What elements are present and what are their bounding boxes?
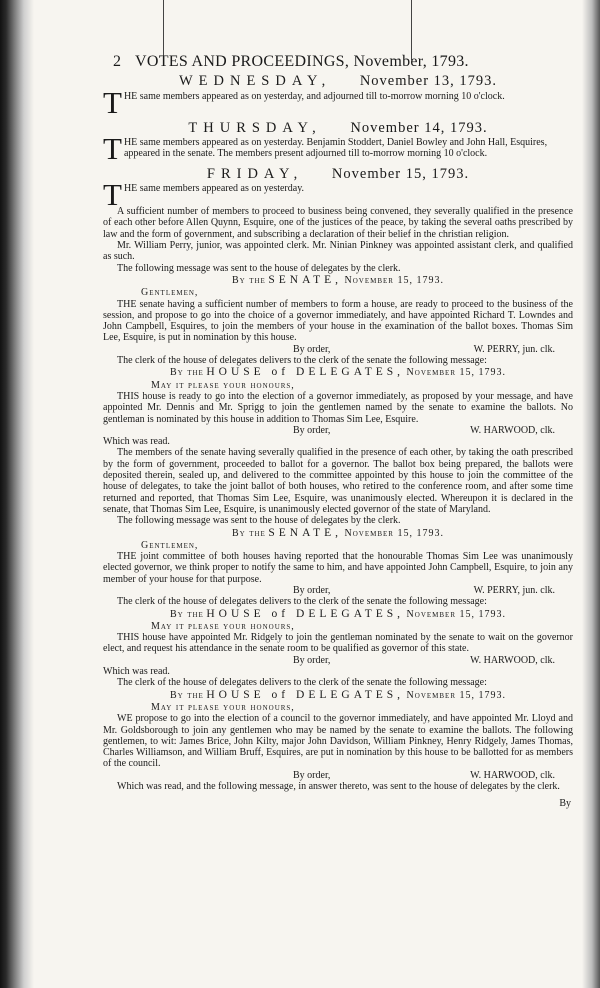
entry-wednesday: [103, 91, 573, 114]
binding-mark: [411, 0, 412, 60]
entry-text: HE same members appeared as on yesterday.: [123, 183, 305, 195]
day-date: November 14, 1793.: [350, 119, 488, 136]
clerk-signature: W. HARWOOD, clk.: [470, 424, 555, 436]
signature-line: [293, 655, 573, 666]
message-body: THE senate having a sufficient number of members to form a house, are ready to proceed to the business of the session, and propose to go into the choice of a governor immediately, and have appointed Richard T. Lowndes and John Campbell, Esquires, to join the members of your house in the examination of the ballot boxes. Thomas Sim Lee, Esquire, is put in nomination by this house.: [103, 298, 573, 344]
message-header-date: November 15, 1793.: [406, 608, 506, 620]
paragraph: The clerk of the house of delegates delivers to the clerk of the senate the following message:: [117, 596, 487, 608]
binding-mark: [163, 0, 164, 60]
day-name: FRIDAY,: [206, 165, 304, 182]
by-order: By order,: [293, 584, 331, 596]
message-header-date: November 15, 1793.: [344, 527, 444, 539]
message-header-prefix: By the: [170, 367, 204, 379]
running-title: VOTES AND PROCEEDINGS, November, 1793.: [135, 53, 469, 70]
running-header: [113, 53, 573, 70]
message-header-house: HOUSE of DELEGATES,: [206, 607, 405, 620]
drop-cap: T: [103, 183, 122, 207]
day-heading-friday: [103, 165, 573, 182]
page-edge-shadow-right: [582, 0, 600, 988]
paragraph: Which was read, and the following message, in answer thereto, was sent to the house of delegates by the clerk.: [117, 781, 560, 793]
day-heading-thursday: [103, 119, 573, 136]
salutation: Gentlemen,: [141, 539, 199, 551]
by-order: By order,: [293, 343, 331, 355]
signature-line: [293, 585, 573, 596]
day-name: THURSDAY,: [188, 119, 322, 136]
message-body: WE propose to go into the election of a council to the governor immediately, and have appointed Mr. Lloyd and Mr. Goldsborough to join any gentlemen who may be named by the senate to examine the ballots. The following gentlemen, to wit: James Brice, John Kilty, major John Davidson, William Pinkney, Henry Ridgely, James Thomas, Charles Williamson, and William Bruff, Esquires, are put in nomination by this house to be ballotted for as members of the council.: [103, 713, 573, 770]
paragraph: The clerk of the house of delegates delivers to the clerk of the senate the following message:: [117, 677, 487, 689]
message-header-date: November 15, 1793.: [406, 689, 506, 701]
message-header-house: SENATE,: [268, 526, 343, 539]
paragraph: The following message was sent to the house of delegates by the clerk.: [117, 262, 401, 274]
day-name: WEDNESDAY,: [178, 73, 332, 90]
salutation: May it please your honours,: [151, 620, 295, 632]
clerk-signature: W. HARWOOD, clk.: [470, 769, 555, 781]
drop-cap: T: [103, 90, 122, 114]
message-header-prefix: By the: [232, 527, 266, 539]
entry-text: HE same members appeared as on yesterday. Benjamin Stoddert, Daniel Bowley and John Hall, Esquires, appeared in the senate. The members present adjourned till to-morrow morning 10 o'clock.: [123, 136, 548, 160]
clerk-signature: W. PERRY, jun. clk.: [473, 343, 555, 355]
by-order: By order,: [293, 654, 331, 666]
signature-line: [293, 344, 573, 355]
message-header-date: November 15, 1793.: [344, 274, 444, 286]
message-header: [103, 609, 573, 620]
paragraph: The clerk of the house of delegates delivers to the clerk of the senate the following message:: [117, 355, 487, 367]
drop-cap: T: [103, 136, 122, 160]
paragraph: A sufficient number of members to proceed to business being convened, they severally qualified in the presence of each other before Allen Quynn, Esquire, one of the justices of the peace, by taking the several oaths prescribed by law and the form of government, and subscribing a declaration of their belief in the christian religion.: [103, 206, 573, 240]
clerk-signature: W. HARWOOD, clk.: [470, 654, 555, 666]
signature-line: [293, 425, 573, 436]
message-body: THIS house have appointed Mr. Ridgely to join the gentleman nominated by the senate to wait on the governor elect, and request his attendance in the senate room to be qualified as governor of this state.: [103, 632, 573, 655]
message-header-date: November 15, 1793.: [406, 367, 506, 379]
page-text: [103, 53, 573, 810]
page-number: 2: [113, 53, 122, 70]
message-header: [103, 275, 573, 286]
clerk-signature: W. PERRY, jun. clk.: [473, 584, 555, 596]
entry-thursday: [103, 137, 573, 160]
message-header-house: HOUSE of DELEGATES,: [206, 688, 405, 701]
entry-friday: [103, 183, 573, 206]
entry-text: HE same members appeared as on yesterday, and adjourned till to-morrow morning 10 o'clock.: [123, 90, 505, 102]
message-header: [103, 690, 573, 701]
message-header-prefix: By the: [170, 608, 204, 620]
message-header: [103, 528, 573, 539]
day-heading-wednesday: [103, 73, 573, 90]
salutation: May it please your honours,: [151, 701, 295, 713]
paragraph: The following message was sent to the house of delegates by the clerk.: [117, 515, 401, 527]
message-header-prefix: By the: [170, 689, 204, 701]
paragraph: The members of the senate having severally qualified in the presence of each other, by taking the oath prescribed by the form of government, proceeded to ballot for a governor. The ballot box being prepared, the ballots were deposited therein, sealed up, and delivered to the committee appointed by this house to join the committee of the house of delegates, to take the joint ballot of both houses, who retired to the conference room, and after some time returned and reported, that Thomas Sim Lee, Esquire, was unanimously elected. Whereupon it is declared in the senate, that Thomas Sim Lee, Esquire, is unanimously elected governor of the state of Maryland.: [103, 447, 573, 515]
paragraph: Which was read.: [103, 666, 170, 678]
message-header: [103, 367, 573, 378]
message-body: THIS house is ready to go into the election of a governor immediately, as proposed by your message, and have appointed Mr. Dennis and Mr. Sprigg to join the gentlemen named by the senate to examine the ballots. No gentleman is nominated by this house in addition to Thomas Sim Lee, Esquire.: [103, 390, 573, 425]
paragraph: Mr. William Perry, junior, was appointed clerk. Mr. Ninian Pinkney was appointed assistant clerk, and qualified as such.: [103, 240, 573, 263]
day-date: November 15, 1793.: [331, 165, 470, 182]
message-header-prefix: By the: [232, 274, 266, 286]
by-order: By order,: [293, 424, 331, 436]
message-header-house: HOUSE of DELEGATES,: [206, 366, 405, 379]
by-order: By order,: [293, 769, 331, 781]
message-body: THE joint committee of both houses having reported that the honourable Thomas Sim Lee was unanimously elected governor, we think proper to notify the same to him, and have appointed John Campbell, Esquire, to join any member of your house for that purpose.: [103, 551, 573, 585]
salutation: May it please your honours,: [151, 379, 295, 391]
paragraph: Which was read.: [103, 436, 170, 448]
message-header-house: SENATE,: [268, 273, 343, 286]
catchword: By: [559, 798, 571, 810]
page-edge-shadow: [0, 0, 34, 988]
salutation: Gentlemen,: [141, 287, 199, 299]
day-date: November 13, 1793.: [359, 73, 498, 90]
signature-line: [293, 770, 573, 781]
